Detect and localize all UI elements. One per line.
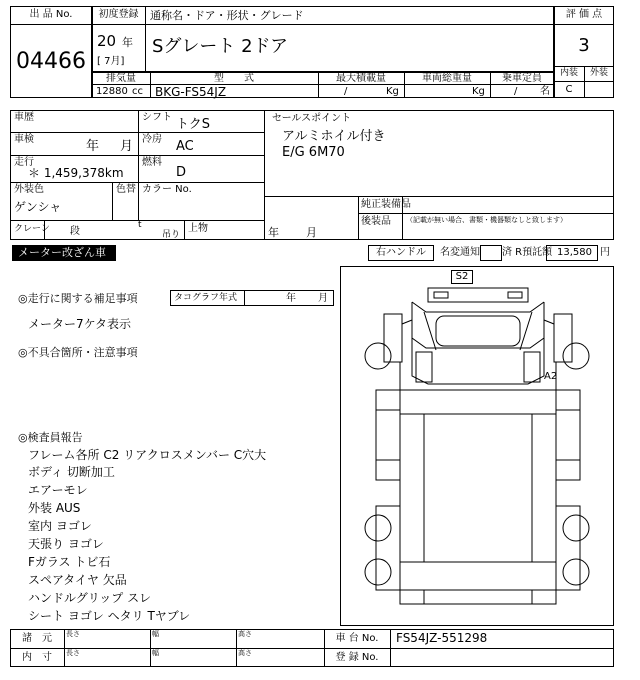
exterior-label: 外装: [589, 68, 608, 78]
interior-score: C: [565, 84, 573, 95]
width-label: 幅: [152, 630, 159, 638]
inspector-line: フレーム各所 C2 リアクロスメンバー C穴大: [28, 448, 267, 462]
defects-title: ◎不具合箇所・注意事項: [18, 346, 138, 359]
inspection-year-unit: 年: [86, 139, 100, 154]
vehicle-name: Sグレート 2ドア: [152, 36, 289, 57]
inspection-month-unit: 月: [120, 139, 134, 154]
length-label: 長さ: [66, 649, 80, 657]
capacity-unit: 名: [540, 86, 550, 97]
first-reg-label: 初度登録: [98, 9, 139, 20]
color-value: ゲンシャ: [14, 200, 62, 214]
mileage-label: 走行: [14, 157, 34, 168]
capacity-label: 乗車定員: [502, 73, 542, 84]
rhd-label: 右ハンドル: [376, 247, 426, 258]
recycle-amount: 13,580: [557, 247, 592, 258]
inspector-line: Fガラス トビ石: [28, 555, 111, 569]
fuel-label: 燃料: [142, 157, 162, 168]
max-load-slash: /: [344, 86, 348, 97]
history-label: 車歴: [14, 112, 34, 123]
chassis-no: FS54JZ-551298: [396, 631, 488, 645]
driving-note: メーター7ケタ表示: [28, 317, 132, 331]
body-month-unit: 月: [306, 226, 317, 239]
height-label: 高さ: [238, 630, 252, 638]
width-label: 幅: [152, 649, 159, 657]
damage-mark: S2: [455, 271, 469, 282]
meter-tamper-badge: メーター改ざん車: [12, 245, 116, 261]
score-label: 評 価 点: [565, 9, 603, 20]
tachograph-label: タコグラフ年式: [174, 293, 238, 303]
body-year-unit: 年: [268, 226, 279, 239]
color-change-label: 色替: [116, 184, 136, 195]
inspector-line: ボディ 切断加工: [28, 465, 115, 479]
color-label: 外装色: [14, 184, 44, 195]
model-label: 型 式: [214, 73, 254, 84]
displacement-unit: cc: [132, 86, 143, 97]
inspection-label: 車検: [14, 134, 34, 145]
max-load-label: 最大積載量: [336, 73, 386, 84]
first-reg-year: 20: [97, 32, 117, 50]
inspector-line: シート ヨゴレ ヘタリ Tヤブレ: [28, 609, 191, 623]
shift-label: シフト: [142, 112, 172, 123]
truck-diagram: [340, 266, 614, 626]
first-reg-month: [ 7月]: [97, 56, 125, 67]
interior-label: 内装: [559, 68, 578, 78]
ac-label: 冷房: [142, 134, 162, 145]
gross-weight-unit: Kg: [472, 86, 485, 97]
tachograph-month-unit: 月: [318, 293, 328, 304]
inspector-line: スペアタイヤ 欠品: [28, 573, 127, 587]
crane-hang-label: 吊り: [162, 230, 181, 240]
shift-value: トクS: [176, 117, 210, 132]
inspector-line: エアーモレ: [28, 483, 88, 497]
inspector-title: ◎検査員報告: [18, 431, 83, 444]
dims-label: 諸 元: [22, 633, 52, 644]
lot-number: 04466: [16, 49, 86, 74]
lot-number-label: 出 品 No.: [29, 9, 73, 20]
inner-dims-label: 内 寸: [22, 652, 52, 663]
first-reg-year-unit: 年: [122, 36, 133, 49]
genuine-equipment-label: 純正装備品: [361, 199, 411, 210]
recycle-label: 済 R預託額: [502, 247, 553, 258]
inspector-line: 室内 ヨゴレ: [28, 519, 92, 533]
body-label: 上物: [188, 223, 208, 234]
damage-mark: A2: [544, 371, 558, 382]
max-load-unit: Kg: [386, 86, 399, 97]
mileage-value: ＊ 1,459,378km: [28, 166, 124, 180]
model-value: BKG-FS54JZ: [155, 85, 227, 99]
selling-points-label: セールスポイント: [272, 113, 352, 124]
displacement-label: 排気量: [106, 73, 136, 84]
inspector-line: ハンドルグリップ スレ: [28, 591, 152, 605]
aftermarket-note: （記載が無い場合、書類・機器類なしと致します）: [406, 216, 567, 224]
ac-value: AC: [176, 139, 194, 154]
chassis-no-label: 車 台 No.: [335, 633, 379, 644]
inspector-line: 外装 AUS: [28, 501, 81, 515]
selling-point-line: アルミホイル付き: [282, 129, 386, 144]
aftermarket-label: 後装品: [361, 216, 391, 227]
crane-label: クレーン: [14, 224, 50, 234]
name-label: 通称名・ドア・形状・グレード: [150, 9, 304, 22]
inspector-line: 天張り ヨゴレ: [28, 537, 104, 551]
tachograph-year-unit: 年: [286, 293, 296, 304]
driving-supplement-title: ◎走行に関する補足事項: [18, 292, 138, 305]
height-label: 高さ: [238, 649, 252, 657]
capacity-slash: /: [514, 86, 518, 97]
fuel-value: D: [176, 165, 187, 180]
selling-point-line: E/G 6M70: [282, 145, 345, 160]
color-no-label: カラー No.: [142, 184, 192, 195]
recycle-unit: 円: [600, 247, 610, 258]
crane-step-unit: 段: [70, 226, 80, 237]
displacement-value: 12880: [96, 86, 128, 97]
score-value: 3: [578, 35, 590, 56]
name-change-label: 名変通知: [440, 247, 480, 258]
registration-no-label: 登 録 No.: [335, 652, 379, 663]
gross-weight-label: 車両総重量: [422, 73, 472, 84]
length-label: 長さ: [66, 630, 80, 638]
crane-ton-unit: t: [138, 220, 142, 230]
